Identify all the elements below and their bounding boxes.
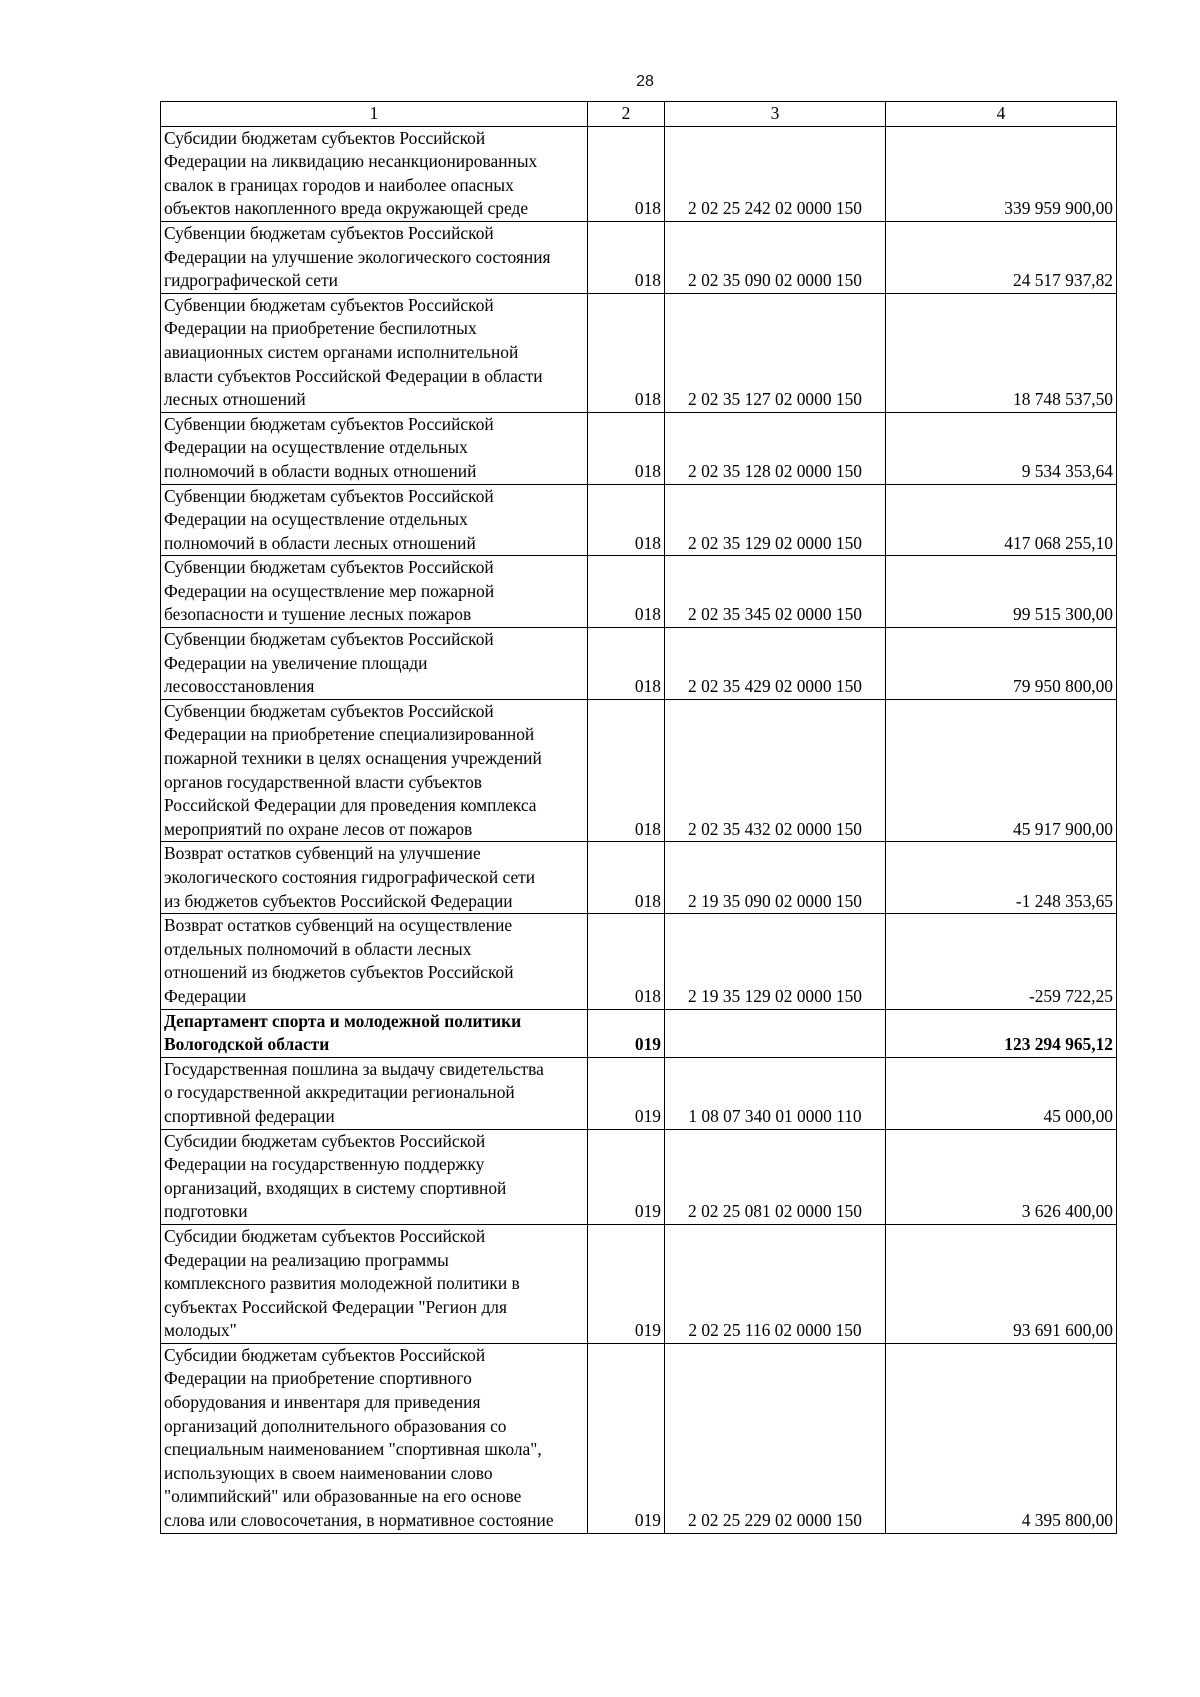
- administrator-code-cell: 019: [588, 1343, 665, 1533]
- revenue-name-cell: Возврат остатков субвенций на улучшение экологического состояния гидрографической сети из бюджетов субъектов Российской Федерации: [161, 842, 588, 914]
- table-row: [161, 126, 1117, 221]
- budget-classification-code-cell: [665, 1009, 886, 1057]
- column-header-3: 3: [665, 102, 886, 127]
- revenue-name-cell: Субвенции бюджетам субъектов Российской Федерации на осуществление мер пожарной безопасности и тушение лесных пожаров: [161, 556, 588, 628]
- revenue-name-cell: Субвенции бюджетам субъектов Российской Федерации на приобретение специализированной пожарной техники в целях оснащения учреждений органов государственной власти субъектов Российской Федерации для проведения комплекса мероприятий по охране лесов от пожаров: [161, 699, 588, 842]
- budget-classification-code-cell: 2 02 25 242 02 0000 150: [665, 126, 886, 221]
- table-row: [161, 1057, 1117, 1129]
- budget-classification-code-cell: 2 02 35 127 02 0000 150: [665, 293, 886, 412]
- table-row: [161, 412, 1117, 484]
- budget-classification-code-cell: 2 02 35 429 02 0000 150: [665, 628, 886, 700]
- budget-classification-code-cell: 2 02 25 229 02 0000 150: [665, 1343, 886, 1533]
- revenue-name-cell: Субвенции бюджетам субъектов Российской Федерации на увеличение площади лесовосстановления: [161, 628, 588, 700]
- column-header-2: 2: [588, 102, 665, 127]
- administrator-code-cell: 018: [588, 914, 665, 1009]
- table-row: [161, 699, 1117, 842]
- administrator-code-cell: 018: [588, 699, 665, 842]
- amount-cell: 93 691 600,00: [886, 1224, 1117, 1343]
- administrator-code-cell: 019: [588, 1009, 665, 1057]
- amount-cell: 4 395 800,00: [886, 1343, 1117, 1533]
- revenue-name-cell: Субсидии бюджетам субъектов Российской Федерации на реализацию программы комплексного развития молодежной политики в субъектах Российской Федерации "Регион для молодых": [161, 1224, 588, 1343]
- budget-classification-code-cell: 2 02 35 128 02 0000 150: [665, 412, 886, 484]
- budget-classification-code-cell: 2 02 35 432 02 0000 150: [665, 699, 886, 842]
- table-row: [161, 1009, 1117, 1057]
- budget-revenue-table: [160, 101, 1117, 1534]
- amount-cell: 45 000,00: [886, 1057, 1117, 1129]
- revenue-name-cell: Субсидии бюджетам субъектов Российской Федерации на приобретение спортивного оборудования и инвентаря для приведения организаций дополнительного образования со специальным наименованием "спортивная школа", использующих в своем наименовании слово "олимпийский" или образованные на его основе слова или словосочетания, в нормативное состояние: [161, 1343, 588, 1533]
- table-row: [161, 1129, 1117, 1224]
- budget-classification-code-cell: 1 08 07 340 01 0000 110: [665, 1057, 886, 1129]
- revenue-name-cell: Субвенции бюджетам субъектов Российской Федерации на осуществление отдельных полномочий в области лесных отношений: [161, 484, 588, 556]
- budget-classification-code-cell: 2 02 25 081 02 0000 150: [665, 1129, 886, 1224]
- table-row: [161, 842, 1117, 914]
- revenue-name-cell: Субвенции бюджетам субъектов Российской Федерации на осуществление отдельных полномочий в области водных отношений: [161, 412, 588, 484]
- amount-cell: 417 068 255,10: [886, 484, 1117, 556]
- revenue-name-cell: Субсидии бюджетам субъектов Российской Федерации на ликвидацию несанкционированных свалок в границах городов и наиболее опасных объектов накопленного вреда окружающей среде: [161, 126, 588, 221]
- amount-cell: 123 294 965,12: [886, 1009, 1117, 1057]
- budget-classification-code-cell: 2 19 35 129 02 0000 150: [665, 914, 886, 1009]
- budget-classification-code-cell: 2 02 35 090 02 0000 150: [665, 221, 886, 293]
- revenue-name-cell: Департамент спорта и молодежной политики Вологодской области: [161, 1009, 588, 1057]
- amount-cell: -259 722,25: [886, 914, 1117, 1009]
- amount-cell: 24 517 937,82: [886, 221, 1117, 293]
- table-row: [161, 628, 1117, 700]
- column-header-1: 1: [161, 102, 588, 127]
- amount-cell: 45 917 900,00: [886, 699, 1117, 842]
- page-number: 28: [636, 73, 654, 90]
- budget-classification-code-cell: 2 02 35 345 02 0000 150: [665, 556, 886, 628]
- column-header-4: 4: [886, 102, 1117, 127]
- table-row: [161, 221, 1117, 293]
- table-row: [161, 914, 1117, 1009]
- administrator-code-cell: 019: [588, 1057, 665, 1129]
- administrator-code-cell: 018: [588, 412, 665, 484]
- table-row: [161, 293, 1117, 412]
- table-row: [161, 484, 1117, 556]
- budget-classification-code-cell: 2 19 35 090 02 0000 150: [665, 842, 886, 914]
- amount-cell: 99 515 300,00: [886, 556, 1117, 628]
- table-header-row: [161, 102, 1117, 127]
- amount-cell: 3 626 400,00: [886, 1129, 1117, 1224]
- amount-cell: -1 248 353,65: [886, 842, 1117, 914]
- revenue-name-cell: Субсидии бюджетам субъектов Российской Федерации на государственную поддержку организаций, входящих в систему спортивной подготовки: [161, 1129, 588, 1224]
- revenue-name-cell: Субвенции бюджетам субъектов Российской Федерации на улучшение экологического состояния гидрографической сети: [161, 221, 588, 293]
- administrator-code-cell: 018: [588, 556, 665, 628]
- amount-cell: 18 748 537,50: [886, 293, 1117, 412]
- administrator-code-cell: 018: [588, 628, 665, 700]
- budget-classification-code-cell: 2 02 25 116 02 0000 150: [665, 1224, 886, 1343]
- amount-cell: 79 950 800,00: [886, 628, 1117, 700]
- administrator-code-cell: 019: [588, 1224, 665, 1343]
- administrator-code-cell: 018: [588, 842, 665, 914]
- revenue-name-cell: Субвенции бюджетам субъектов Российской Федерации на приобретение беспилотных авиационных систем органами исполнительной власти субъектов Российской Федерации в области лесных отношений: [161, 293, 588, 412]
- revenue-name-cell: Возврат остатков субвенций на осуществление отдельных полномочий в области лесных отношений из бюджетов субъектов Российской Федерации: [161, 914, 588, 1009]
- amount-cell: 339 959 900,00: [886, 126, 1117, 221]
- administrator-code-cell: 018: [588, 293, 665, 412]
- administrator-code-cell: 018: [588, 484, 665, 556]
- table-row: [161, 1224, 1117, 1343]
- amount-cell: 9 534 353,64: [886, 412, 1117, 484]
- administrator-code-cell: 018: [588, 126, 665, 221]
- administrator-code-cell: 019: [588, 1129, 665, 1224]
- budget-classification-code-cell: 2 02 35 129 02 0000 150: [665, 484, 886, 556]
- table-row: [161, 1343, 1117, 1533]
- table-row: [161, 556, 1117, 628]
- revenue-name-cell: Государственная пошлина за выдачу свидетельства о государственной аккредитации региональной спортивной федерации: [161, 1057, 588, 1129]
- table-body: [161, 126, 1117, 1533]
- administrator-code-cell: 018: [588, 221, 665, 293]
